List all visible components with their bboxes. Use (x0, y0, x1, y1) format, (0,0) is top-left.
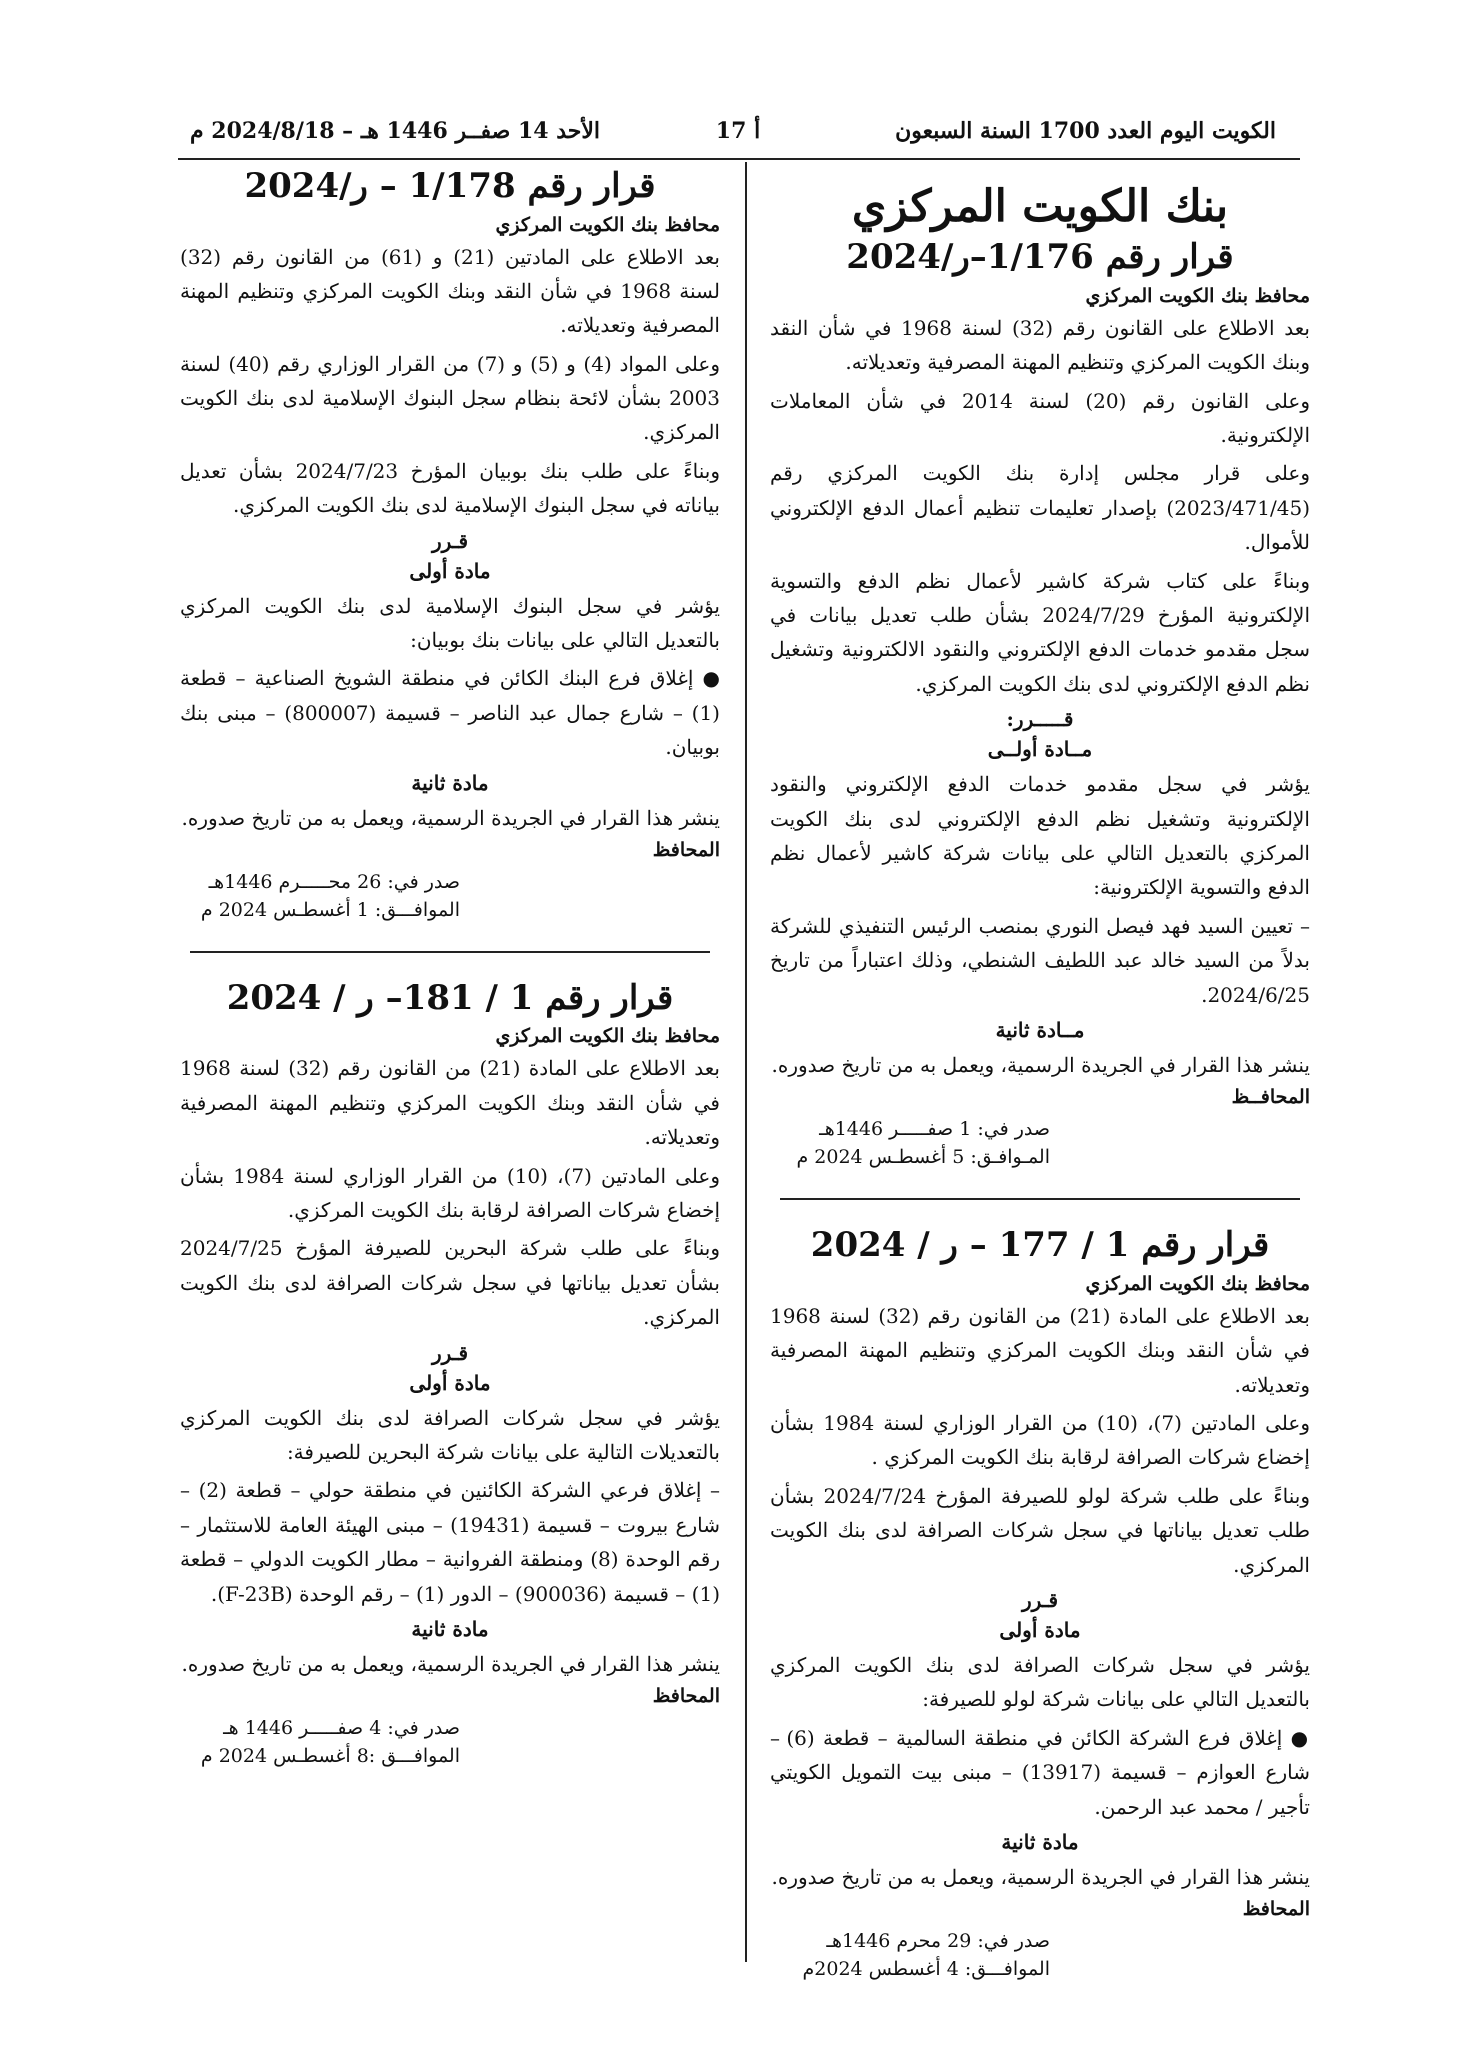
decision-title: قرار رقم 1/176–ر/2024 (846, 237, 1234, 278)
paragraph: يؤشر في سجل البنوك الإسلامية لدى بنك الكويت المركزي بالتعديل التالي على بيانات بنك بوبيان: (180, 593, 720, 653)
corresponding-date: الموافـــق :8 أغسطـس 2024 م (200, 1745, 460, 1768)
left-column (180, 165, 720, 1773)
corresponding-date: الموافـــق: 1 أغسطـس 2024 م (200, 898, 460, 921)
date-block (180, 1717, 460, 1767)
decided-heading: قـرر (431, 1340, 469, 1365)
signature-label: المحافظ (1242, 1898, 1310, 1921)
paragraph: وعلى القانون رقم (20) لسنة 2014 في شأن المعاملات الإلكترونية. (770, 388, 1310, 448)
date-block (180, 871, 460, 921)
paragraph: بعد الاطلاع على المادة (21) من القانون رقم (32) لسنة 1968 في شأن النقد وبنك الكويت المركزي وتنظيم المهنة المصرفية وتعديلاته. (180, 1056, 720, 1150)
article-heading: مادة ثانية (1001, 1829, 1079, 1854)
column-divider (745, 162, 747, 1962)
decision-authority: محافظ بنك الكويت المركزي (495, 213, 720, 236)
paragraph: بعد الاطلاع على القانون رقم (32) لسنة 1968 في شأن النقد وبنك الكويت المركزي وتنظيم المهنة المصرفية وتعديلاته. (770, 315, 1310, 375)
paragraph: بعد الاطلاع على المادتين (21) و (61) من القانون رقم (32) لسنة 1968 في شأن النقد وبنك الكويت المركزي وتنظيم المهنة المصرفية وتعديلاته. (180, 244, 720, 338)
paragraph: وعلى المواد (4) و (5) و (7) من القرار الوزاري رقم (40) لسنة 2003 بشأن لائحة بنظام سجل البنوك الإسلامية لدى بنك الكويت المركزي. (180, 351, 721, 445)
paragraph: بعد الاطلاع على المادة (21) من القانون رقم (32) لسنة 1968 في شأن النقد وبنك الكويت المركزي وتنظيم المهنة المصرفية وتعديلاته. (770, 1303, 1310, 1397)
article-heading: مادة أولى (409, 1370, 491, 1395)
paragraph: يؤشر في سجل مقدمو خدمات الدفع الإلكتروني والنقود الإلكترونية وتشغيل نظم الدفع الإلكتروني لدى بنك الكويت المركزي بالتعديل التالي على بيانات شركة كاشير لأعمال نظم الدفع والتسوية الإلكترونية: (770, 772, 1310, 900)
decision-authority: محافظ بنك الكويت المركزي (495, 1025, 720, 1048)
paragraph: وبناءً على طلب شركة لولو للصيرفة المؤرخ 2024/7/24 بشأن طلب تعديل بياناتها في سجل شركات الصرافة لدى بنك الكويت المركزي. (770, 1483, 1311, 1577)
paragraph: وبناءً على طلب بنك بوبيان المؤرخ 2024/7/23 بشأن تعديل بياناته في سجل البنوك الإسلامية لدى بنك الكويت المركزي. (180, 458, 720, 518)
signature-label: المحافــظ (1231, 1086, 1310, 1109)
decision-title: قرار رقم 1 / 177 – ر / 2024 (810, 1225, 1270, 1266)
paragraph: – تعيين السيد فهد فيصل النوري بمنصب الرئيس التنفيذي للشركة بدلاً من السيد خالد عبد اللطيف الشنطي، وذلك اعتباراً من تاريخ 2024/6/25. (770, 913, 1310, 1007)
paragraph: ينشر هذا القرار في الجريدة الرسمية، ويعمل به من تاريخ صدوره. (771, 1864, 1310, 1889)
header-date: الأحد 14 صفــر 1446 هـ – 2024/8/18 م (190, 118, 601, 144)
paragraph: وعلى المادتين (7)، (10) من القرار الوزاري لسنة 1984 بشأن إخضاع شركات الصرافة لرقابة بنك الكويت المركزي . (770, 1410, 1310, 1470)
date-block (770, 1118, 1050, 1168)
paragraph: – إغلاق فرعي الشركة الكائنين في منطقة حولي – قطعة (2) – شارع بيروت – قسيمة (19431) – مبنى الهيئة العامة للاستثمار – رقم الوحدة (8) ومنطقة الفروانية – مطار الكويت الدولي – قطعة (1) – قسيمة (900036) – الدور (1) – رقم الوحدة (F-23B). (180, 1478, 720, 1606)
decision-176 (770, 236, 1310, 1168)
section-separator (190, 951, 710, 953)
paragraph: وعلى المادتين (7)، (10) من القرار الوزاري لسنة 1984 بشأن إخضاع شركات الصرافة لرقابة بنك الكويت المركزي. (180, 1163, 720, 1223)
decision-178 (180, 165, 720, 921)
paragraph: ● إغلاق فرع البنك الكائن في منطقة الشويخ الصناعية – قطعة (1) – شارع جمال عبد الناصر – قسيمة (800007) – مبنى بنك بوبيان. (180, 666, 720, 760)
decision-177 (770, 1224, 1310, 1980)
paragraph: ينشر هذا القرار في الجريدة الرسمية، ويعمل به من تاريخ صدوره. (771, 1052, 1310, 1077)
section-separator (780, 1198, 1300, 1200)
issue-date: صدر في: 29 محرم 1446هـ (826, 1930, 1050, 1953)
issue-date: صدر في: 4 صفـــــر 1446 هـ (223, 1717, 460, 1740)
paragraph: وبناءً على طلب شركة البحرين للصيرفة المؤرخ 2024/7/25 بشأن تعديل بياناتها في سجل شركات الصرافة لدى بنك الكويت المركزي. (180, 1236, 720, 1330)
decision-authority: محافظ بنك الكويت المركزي (1085, 1272, 1310, 1295)
signature-label: المحافظ (652, 838, 720, 861)
decision-title: قرار رقم 1/178 – ر/2024 (244, 166, 656, 206)
date-block (770, 1930, 1050, 1980)
paragraph: ينشر هذا القرار في الجريدة الرسمية، ويعمل به من تاريخ صدوره. (181, 805, 720, 830)
issue-date: صدر في: 26 محـــــرم 1446هـ (208, 870, 460, 893)
article-heading: مــادة أولــى (987, 737, 1093, 762)
decision-authority: محافظ بنك الكويت المركزي (1085, 284, 1310, 307)
article-heading: مادة ثانية (411, 770, 489, 795)
article-heading: مادة أولى (409, 558, 491, 583)
decided-heading: قـرر (1021, 1587, 1059, 1612)
issue-date: صدر في: 1 صفـــــر 1446هـ (819, 1118, 1050, 1141)
header-issue: الكويت اليوم العدد 1700 السنة السبعون (895, 118, 1276, 144)
decision-181 (180, 977, 720, 1767)
corresponding-date: الموافـــق: 4 أغسطس 2024م (802, 1958, 1050, 1981)
decided-heading: قـرر (431, 528, 469, 553)
article-heading: مادة ثانية (411, 1616, 489, 1641)
signature-label: المحافظ (652, 1685, 720, 1708)
right-column (770, 165, 1310, 1986)
header-rule (178, 158, 1300, 160)
paragraph: يؤشر في سجل شركات الصرافة لدى بنك الكويت المركزي بالتعديل التالي على بيانات شركة لولو للصيرفة: (770, 1652, 1310, 1712)
paragraph: ● إغلاق فرع الشركة الكائن في منطقة السالمية – قطعة (6) – شارع العوازم – قسيمة (13917) – مبنى بيت التمويل الكويتي تأجير / محمد عبد الرحمن. (770, 1725, 1310, 1819)
header-page-number: أ 17 (715, 118, 761, 144)
paragraph: يؤشر في سجل شركات الصرافة لدى بنك الكويت المركزي بالتعديلات التالية على بيانات شركة البحرين للصيرفة: (180, 1405, 720, 1464)
decision-title: قرار رقم 1 / 181– ر / 2024 (226, 977, 674, 1018)
bank-title: بنك الكويت المركزي (851, 181, 1229, 232)
article-heading: مــادة ثانية (995, 1017, 1085, 1042)
corresponding-date: المـوافـق: 5 أغسطـس 2024 م (796, 1146, 1050, 1169)
article-heading: مادة أولى (999, 1617, 1081, 1642)
paragraph: وبناءً على كتاب شركة كاشير لأعمال نظم الدفع والتسوية الإلكترونية المؤرخ 2024/7/29 بشأن طلب تعديل بيانات في سجل مقدمو خدمات الدفع الإلكتروني والنقود الالكترونية وتشغيل نظم الدفع الإلكتروني لدى بنك الكويت المركزي. (770, 568, 1311, 696)
decided-heading: قـــــرر: (1006, 707, 1074, 732)
paragraph: وعلى قرار مجلس إدارة بنك الكويت المركزي رقم (2023/471/45) بإصدار تعليمات تنظيم أعمال الدفع الإلكتروني للأموال. (770, 461, 1310, 555)
paragraph: ينشر هذا القرار في الجريدة الرسمية، ويعمل به من تاريخ صدوره. (181, 1651, 720, 1676)
